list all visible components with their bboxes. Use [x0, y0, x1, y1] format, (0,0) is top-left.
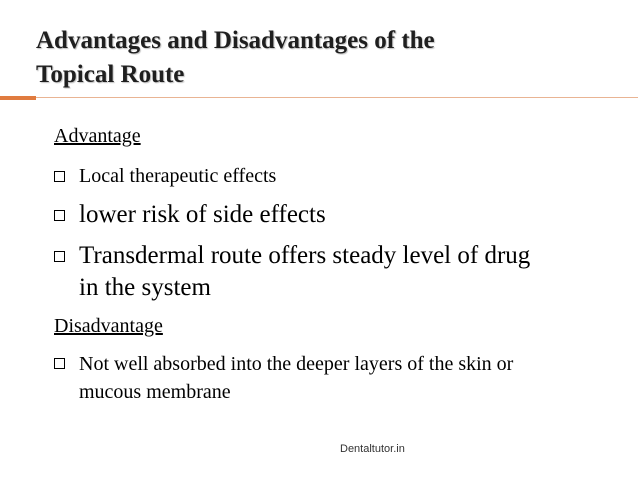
slide-title-line-2: Topical Route [36, 61, 185, 88]
hollow-square-icon [54, 171, 65, 182]
slide-title-line-1: Advantages and Disadvantages of the [36, 27, 435, 54]
list-item-text: lower risk of side effects [79, 201, 326, 228]
title-divider-line [36, 97, 638, 98]
advantage-heading: Advantage [54, 125, 141, 147]
list-item-text: Transdermal route offers steady level of drug in the system [79, 242, 531, 301]
hollow-square-icon [54, 251, 65, 262]
disadvantage-heading: Disadvantage [54, 315, 163, 337]
list-item-advantage-2 [54, 200, 574, 230]
list-item-disadvantage-1 [54, 350, 559, 406]
title-divider-accent [0, 96, 36, 100]
hollow-square-icon [54, 210, 65, 221]
list-item-advantage-1 [54, 164, 574, 188]
list-item-text: Not well absorbed into the deeper layers of the skin or mucous membrane [79, 353, 514, 403]
hollow-square-icon [54, 358, 65, 369]
list-item-text: Local therapeutic effects [79, 165, 277, 187]
slide-title [36, 24, 616, 92]
list-item-advantage-3 [54, 240, 534, 304]
footer-source: Dentaltutor.in [340, 443, 405, 455]
